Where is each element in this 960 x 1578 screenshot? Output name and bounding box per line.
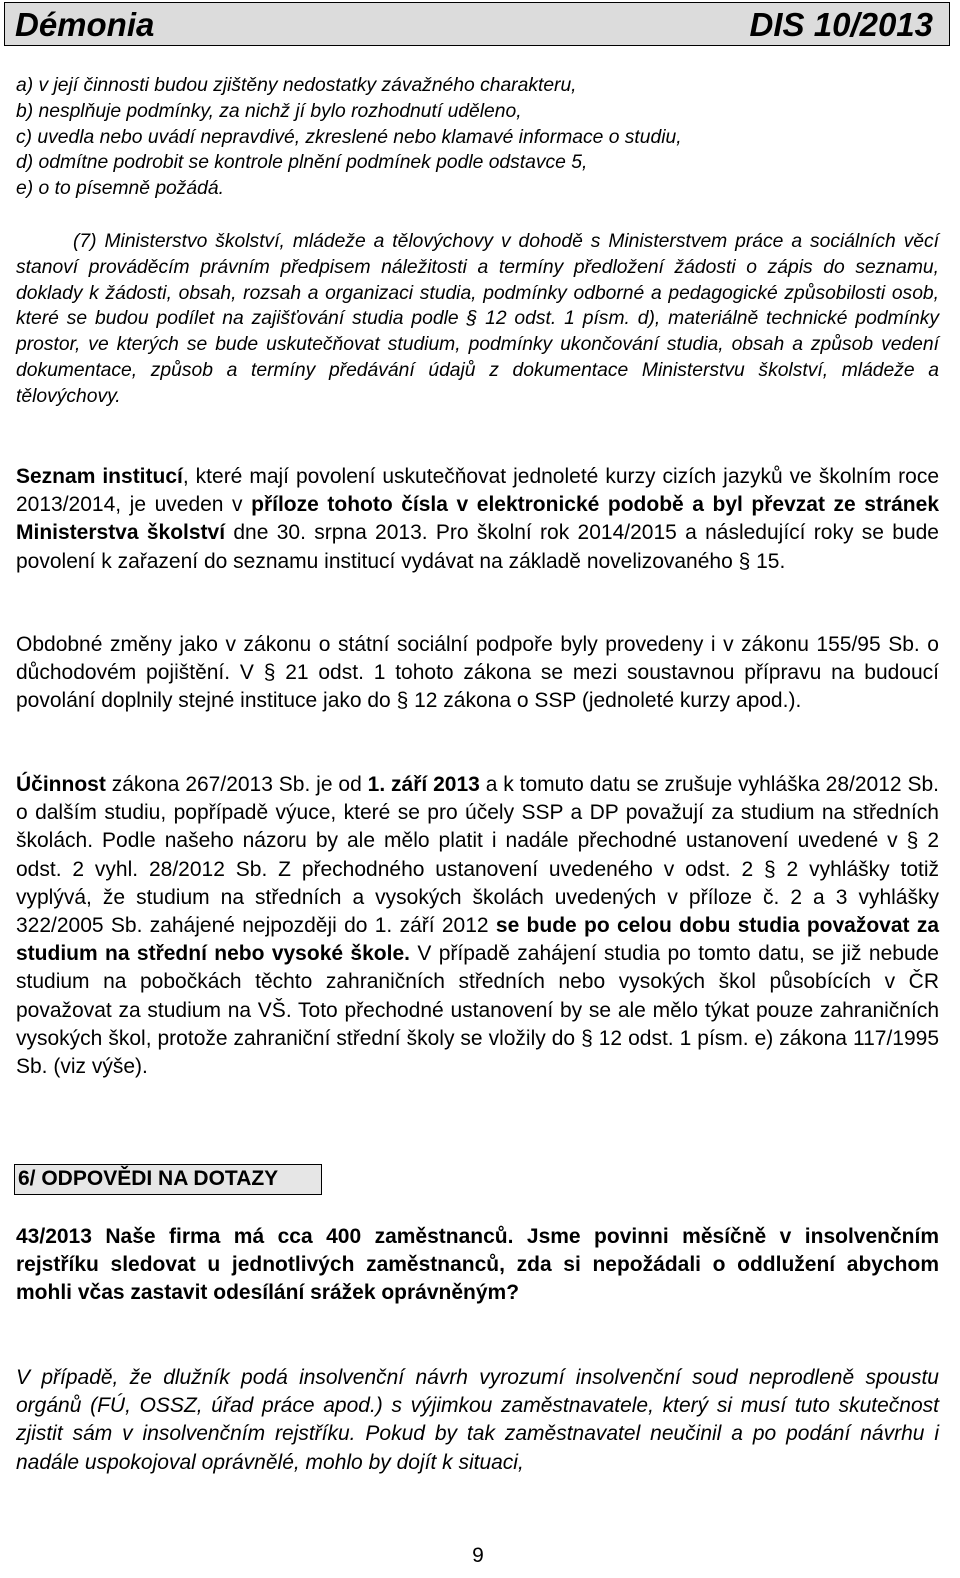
body-text: V případě zahájení studia po tomto datu, se již nebude studium na pobočkách těchto zahraničních středních nebo vysokých škol působících v ČR považovat za studium na VŠ. Toto přechodné ustanovení by se ale mělo týkat pouze zahraničních vysokých škol, protože zahraniční střední školy se vložily do § 12 odst. 1 písm. e) zákona 117/1995 Sb. (viz výše). [16,942,939,1079]
list-item: e) o to písemně požádá. [16,178,224,200]
answer-text: V případě, že dlužník podá insolvenční návrh vyrozumí insolvenční soud neprodleně spoustu orgánů (FÚ, OSSZ, úřad práce apod.) s výjimkou zaměstnavatele, který si musí tuto skutečnost zjistit sám v insolvenčním rejstříku. Pokud by tak zaměstnavatel neučinil a po podání návrhu i nadále uspokojoval oprávnělé, mohlo by dojít k situaci, [16,1366,939,1474]
body-text: a k tomuto datu se zrušuje vyhláška 28/2012 Sb. o dalším studiu, popřípadě výuce, které se pro účely SSP a DP považují za studium na středních školách. Podle našeho názoru by ale mělo platit i nadále přechodné ustanovení uvedené v § 2 odst. 2 vyhl. 28/2012 Sb. Z přechodného ustanovení uvedeného v odst. 2 § 2 vyhlášky totiž vyplývá, že studium na středních a vysokých školách uvedených v příloze č. 2 a 3 vyhlášky 322/2005 Sb. zahájené nejpozději do 1. září 2012 [16,773,939,938]
body-text: dne 30. srpna 2013. Pro školní rok 2014/2015 a následující roky se bude povolení k zařazení do seznamu institucí vydávat na základě novelizovaného § 15. [16,521,939,573]
bold-text: Účinnost [16,773,106,796]
bold-text: Seznam institucí [16,465,183,488]
law-paragraph-7 [16,229,939,410]
body-text: zákona 267/2013 Sb. je od [105,773,368,796]
page-number: 9 [472,1544,484,1567]
answer-block [16,1364,939,1477]
law-list [16,73,939,202]
page-header [4,2,950,46]
list-item: c) uvedla nebo uvádí nepravdivé, zkreslené nebo klamavé informace o studiu, [16,126,682,148]
list-item: a) v její činnosti budou zjištěny nedostatky závažného charakteru, [16,75,577,96]
header-brand: Démonia [15,6,155,43]
section-heading: 6/ ODPOVĚDI NA DOTAZY [14,1164,322,1195]
bold-text: 1. září 2013 [367,773,480,796]
header-issue: DIS 10/2013 [749,6,933,43]
obdobne-paragraph [16,631,939,716]
seznam-paragraph [16,463,939,576]
body-text: , které mají povolení uskutečňovat jednoleté kurzy cizích jazyků ve školním roce 2013/2014, je uveden v [16,465,940,517]
bold-text: se bude po celou dobu studia považovat za studium na střední nebo vysoké škole. [16,914,940,966]
paragraph-7-text: (7) Ministerstvo školství, mládeže a tělovýchovy v dohodě s Ministerstvem práce a sociálních věcí stanoví prováděcím právním předpisem náležitosti a termíny předložení žádosti o zápis do seznamu, doklady k žádosti, obsah, rozsah a organizaci studia, podmínky odborné a pedagogické způsobilosti osob, které se budou podílet na zajišťování studia podle § 12 odst. 1 písm. d), materiálně technické podmínky prostor, ve kterých se bude uskutečňovat studium, podmínky ukončování studia, obsah a způsob vedení dokumentace, způsob a termíny předávání údajů z dokumentace Ministerstvu školství, mládeže a tělovýchovy. [16,231,939,407]
bold-text: příloze tohoto čísla v elektronické podobě a byl převzat ze stránek Ministerstva školství [16,493,939,545]
question-text: 43/2013 Naše firma má cca 400 zaměstnanců. Jsme povinni měsíčně v insolvenčním rejstříku sledovat u jednotlivých zaměstnanců, zda si nepožádali o oddlužení abychom mohli včas zastavit odesílání srážek oprávněným? [16,1225,939,1305]
body-text: Obdobné změny jako v zákonu o státní sociální podpoře byly provedeny i v zákonu 155/95 Sb. o důchodovém pojištění. V § 21 odst. 1 tohoto zákona se mezi soustavnou přípravu na budoucí povolání doplnily stejné instituce jako do § 12 zákona o SSP (jednoleté kurzy apod.). [16,633,939,713]
ucinnost-paragraph [16,771,939,1081]
list-item: b) nesplňuje podmínky, za nichž jí bylo rozhodnutí uděleno, [16,100,522,122]
question-block [16,1223,939,1308]
list-item: d) odmítne podrobit se kontrole plnění podmínek podle odstavce 5, [16,152,588,174]
